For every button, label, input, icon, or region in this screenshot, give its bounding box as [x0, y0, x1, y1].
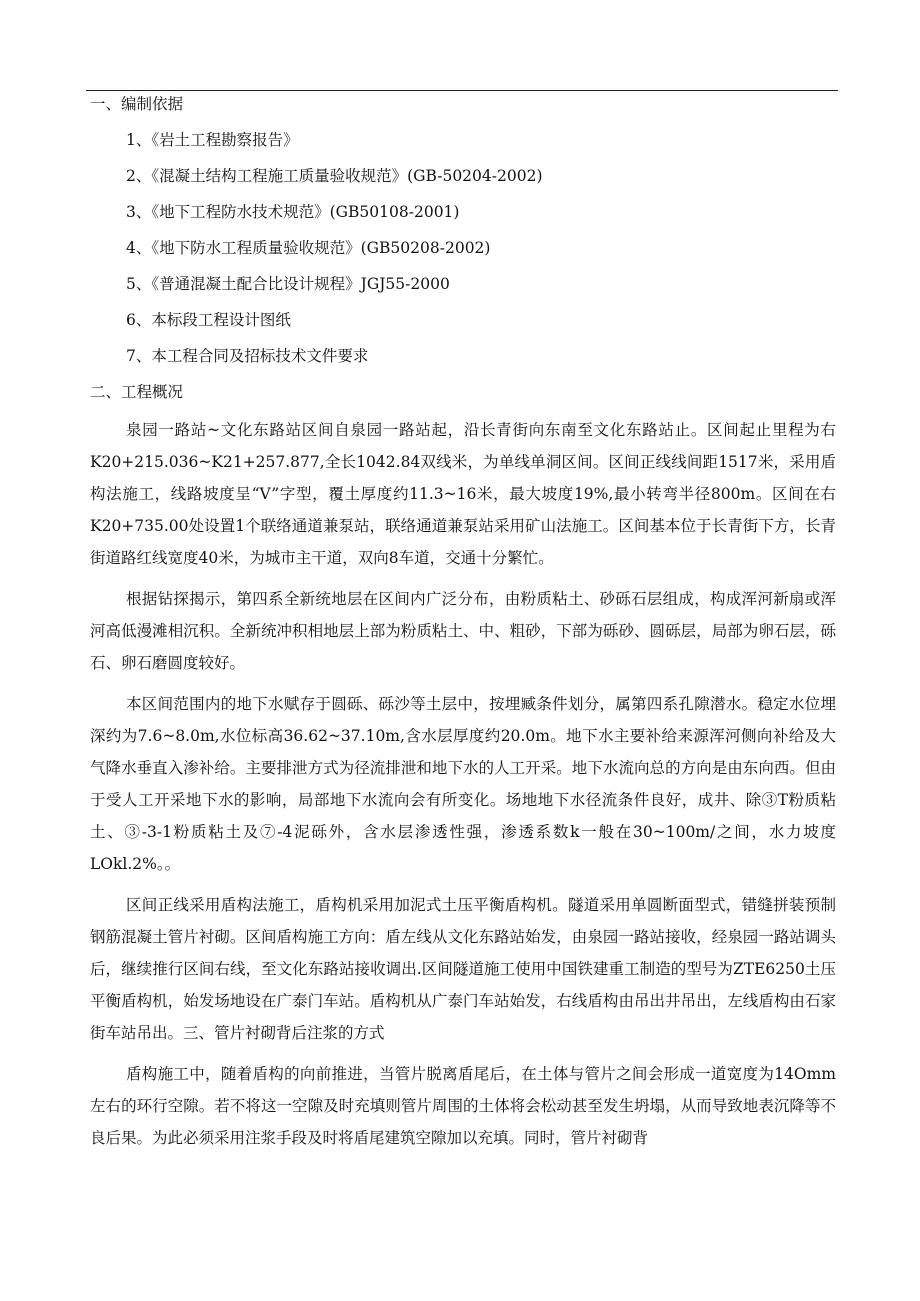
reference-item: 5、《普通混凝土配合比设计规程》JGJ55-2000: [126, 275, 450, 293]
reference-item: 7、本工程合同及招标技术文件要求: [126, 347, 369, 365]
paragraph-geology: 根据钻探揭示，第四系全新统地层在区间内广泛分布，由粉质粘土、砂砾石层组成，构成浑河新扇或浑河高低漫滩相沉积。全新统冲积相地层上部为粉质粘土、中、粗砂，下部为砾砂、圆砾层，局部为卵石层，砾石、卵石磨圆度较好。: [90, 590, 836, 672]
document-body: [90, 90, 836, 1161]
reference-item: 6、本标段工程设计图纸: [126, 311, 291, 329]
paragraph-overview: 泉园一路站~文化东路站区间自泉园一路站起，沿长青街向东南至文化东路站止。区间起止里程为右K20+215.036~K21+257.877,全长1042.84双线米，为单线单洞区间。区间正线线间距1517米，采用盾构法施工，线路坡度呈“V”字型，覆土厚度约11.3~16米，最大坡度19%,最小转弯半径800m。区间在右K20+735.00处设置1个联络通道兼泵站，联络通道兼泵站采用矿山法施工。区间基本位于长青街下方，长青街道路红线宽度40米，为城市主干道，双向8车道，交通十分繁忙。: [90, 421, 836, 567]
paragraph-groundwater: 本区间范围内的地下水赋存于圆砾、砾沙等土层中，按埋臧条件划分，属第四系孔隙潜水。稳定水位埋深约为7.6~8.0m,水位标高36.62~37.10m,含水层厚度约20.0m。地下水主要补给来源浑河侧向补给及大气降水垂直入渗补给。主要排泄方式为径流排泄和地下水的人工开采。地下水流向总的方向是由东向西。但由于受人工开采地下水的影响，局部地下水流向会有所变化。场地地下水径流条件良好，成井、除③T粉质粘土、③-3-1粉质粘土及⑦-4泥砾外，含水层渗透性强，渗透系数k一般在30~100m/之间，水力坡度LOkl.2%。。: [90, 695, 836, 873]
section-heading-basis: 一、编制依据: [90, 95, 184, 113]
reference-item: 1、《岩土工程勘察报告》: [126, 131, 299, 149]
reference-list: [90, 126, 836, 378]
reference-item: 4、《地下防水工程质量验收规范》(GB50208-2002): [126, 239, 491, 257]
reference-item: 2、《混凝土结构工程施工质量验收规范》(GB-50204-2002): [126, 167, 543, 185]
reference-item: 3、《地下工程防水技术规范》(GB50108-2001): [126, 203, 460, 221]
paragraph-grouting: 盾构施工中，随着盾构的向前推进，当管片脱离盾尾后，在土体与管片之间会形成一道宽度为14Omm左右的环行空隙。若不将这一空隙及时充填则管片周围的土体将会松动甚至发生坍塌，从而导致地表沉降等不良后果。为此必须采用注浆手段及时将盾尾建筑空隙加以充填。同时，管片衬砌背: [90, 1065, 836, 1147]
section-heading-overview: 二、工程概况: [90, 383, 184, 401]
paragraph-shield-method: 区间正线采用盾构法施工，盾构机采用加泥式土压平衡盾构机。隧道采用单圆断面型式，错缝拼装预制钢筋混凝土管片衬砌。区间盾构施工方向：盾左线从文化东路站始发，由泉园一路站接收，经泉园一路站调头后，继续推行区间右线，至文化东路站接收调出.区间隧道施工使用中国铁建重工制造的型号为ZTE6250土压平衡盾构机，始发场地设在广泰门车站。盾构机从广泰门车站始发，右线盾构由吊出井吊出，左线盾构由石家街车站吊出。三、管片衬砌背后注浆的方式: [90, 896, 836, 1042]
